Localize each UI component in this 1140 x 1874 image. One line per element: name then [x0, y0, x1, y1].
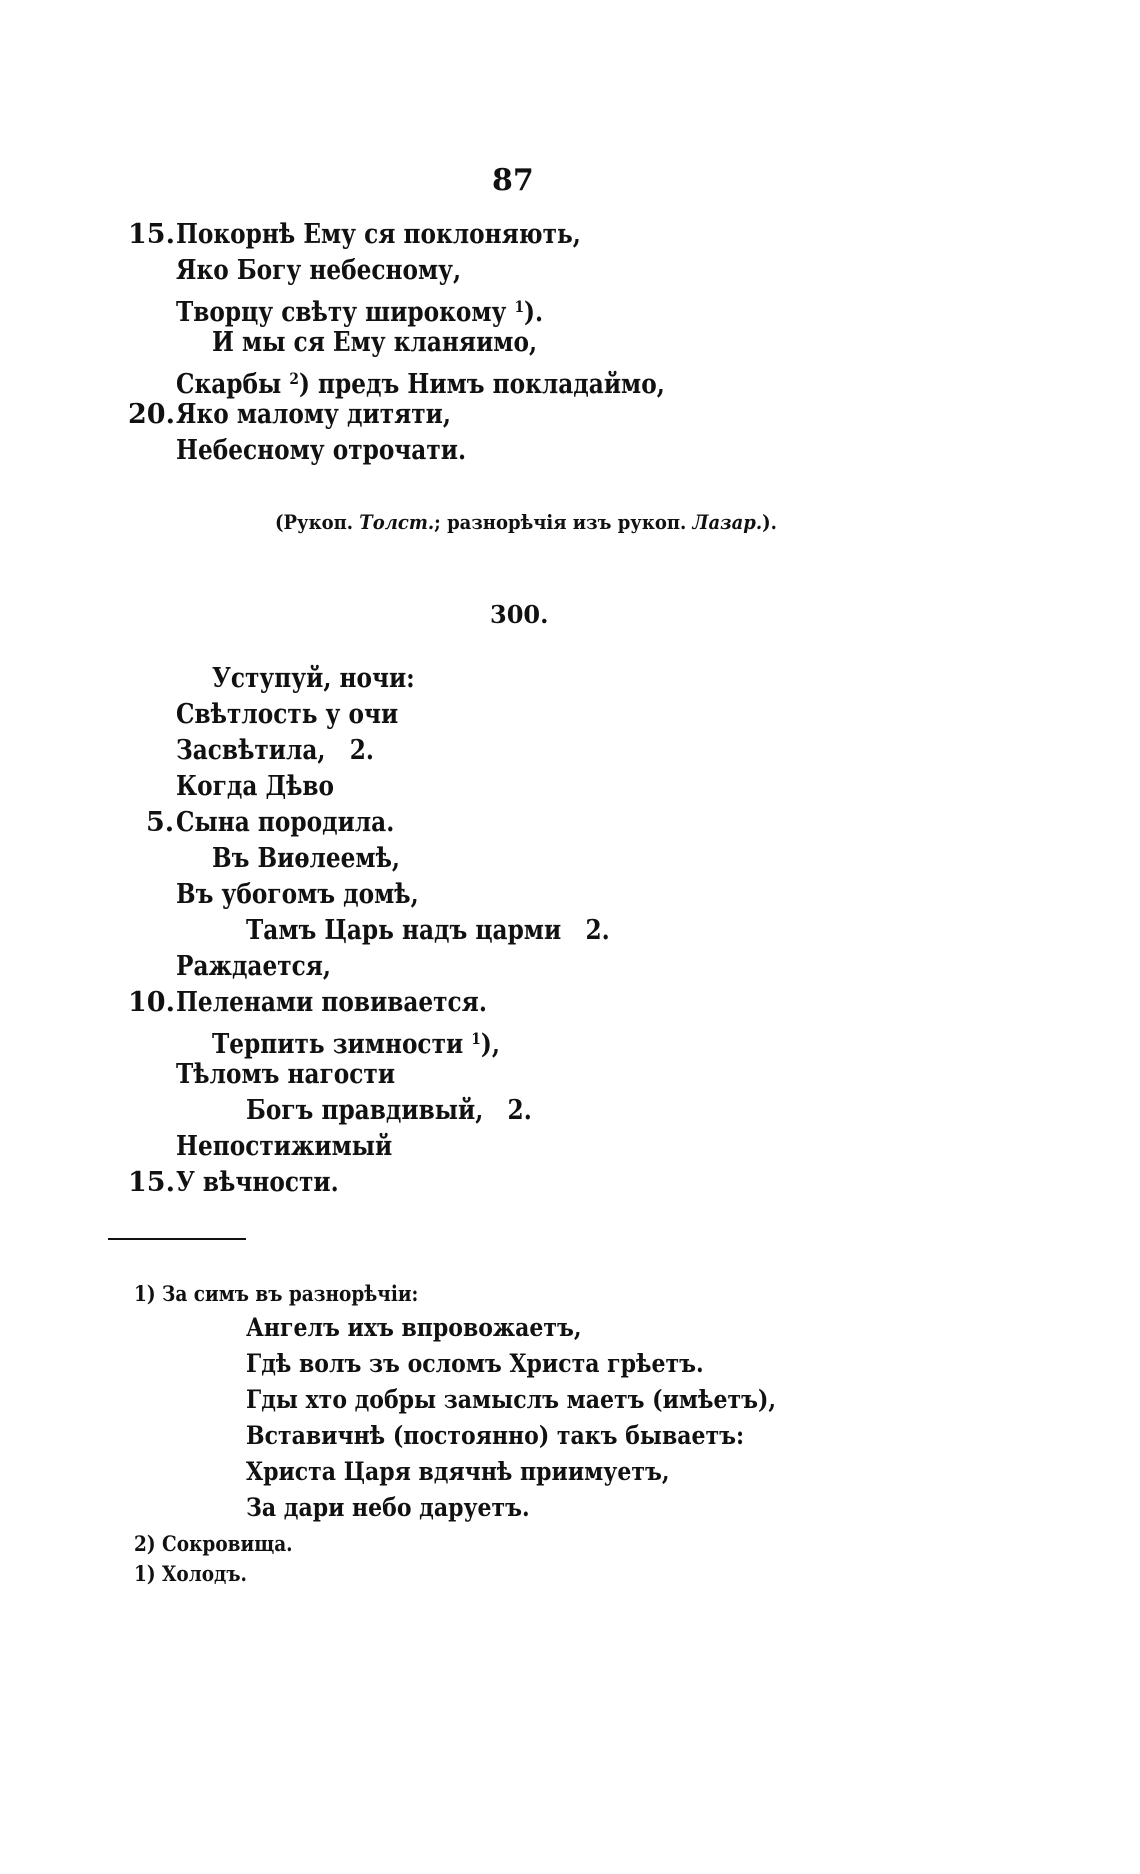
verse-line: Яко малому дитяти, [176, 399, 451, 430]
verse-line: Уступуй, ночи: [212, 663, 415, 694]
footnote-3: 1) Холодъ. [134, 1561, 247, 1586]
verse-line: У вѣчности. [176, 1167, 339, 1198]
verse-line: Въ Виѳлеемѣ, [212, 843, 401, 874]
footnote-2: 2) Сокровища. [134, 1531, 293, 1556]
poem-number: 300. [490, 600, 549, 629]
source-end: ). [762, 510, 777, 534]
verse-line: Свѣтлость у очи [176, 699, 399, 730]
verse-line [212, 1022, 500, 1062]
verse-line: Покорнѣ Ему ся поклоняють, [176, 219, 581, 250]
verse-line: Яко Богу небесному, [176, 255, 462, 286]
footnote-verse-line: За дари небо даруетъ. [246, 1493, 530, 1522]
verse-line: Въ убогомъ домѣ, [176, 879, 419, 910]
verse-line-text: Тамъ Царь надъ царми [246, 915, 562, 946]
repeat-mark: 2. [585, 915, 610, 946]
verse-line: И мы ся Ему кланяимо, [212, 327, 538, 358]
line-number: 15. [128, 1167, 175, 1198]
line-number: 20. [128, 399, 175, 430]
verse-line: Сына породила. [176, 807, 395, 838]
verse-line-text: Скарбы [176, 369, 282, 400]
source-note [275, 508, 777, 536]
footnote-1-label: 1) За симъ въ разнорѣчіи: [134, 1281, 419, 1306]
line-number: 5. [146, 807, 175, 838]
verse-line: Тѣломъ нагости [176, 1059, 396, 1090]
footnote-verse-line: Гды хто добры замыслъ маетъ (имѣетъ), [246, 1385, 777, 1414]
repeat-mark: 2. [349, 735, 375, 766]
verse-line [246, 914, 610, 948]
verse-line-text: Терпить зимности [212, 1029, 464, 1060]
repeat-mark: 2. [507, 1095, 532, 1126]
verse-line [176, 362, 665, 402]
verse-line-text: Творцу свѣту широкому [176, 297, 507, 328]
footnote-verse-line: Вставичнѣ (постоянно) такъ бываетъ: [246, 1421, 745, 1450]
footnote-marker: 2 [289, 369, 299, 388]
line-number: 15. [128, 219, 175, 250]
footnote-divider [108, 1238, 246, 1240]
footnote-marker: 1 [471, 1029, 481, 1048]
verse-line-tail: ). [524, 297, 544, 328]
verse-line: Небесному отрочати. [176, 435, 467, 466]
verse-line-tail: ) предъ Нимъ покладаймо, [298, 369, 665, 400]
source-lazar: Лазар. [692, 510, 763, 534]
source-mid: ; разнорѣчія изъ рукоп. [434, 510, 687, 534]
verse-line: Непостижимый [176, 1131, 393, 1162]
verse-line [176, 734, 374, 768]
footnote-verse-line: Гдѣ волъ зъ осломъ Христа грѣетъ. [246, 1349, 704, 1378]
verse-line [246, 1094, 532, 1128]
verse-line-text: Богъ правдивый, [246, 1095, 484, 1126]
verse-line: Раждается, [176, 951, 332, 982]
source-tolst: Толст. [359, 510, 435, 534]
footnote-marker: 1 [514, 297, 525, 316]
verse-line-text: Засвѣтила, [176, 735, 326, 766]
footnote-verse-line: Христа Царя вдячнѣ приимуетъ, [246, 1457, 670, 1486]
page-number: 87 [492, 163, 534, 198]
verse-line-tail: ), [480, 1029, 500, 1060]
line-number: 10. [128, 987, 175, 1018]
verse-line [176, 290, 543, 330]
verse-line: Пеленами повивается. [176, 987, 487, 1018]
footnote-verse-line: Ангелъ ихъ впровожаетъ, [246, 1313, 582, 1342]
source-prefix: (Рукоп. [275, 510, 354, 534]
verse-line: Когда Дѣво [176, 771, 335, 802]
